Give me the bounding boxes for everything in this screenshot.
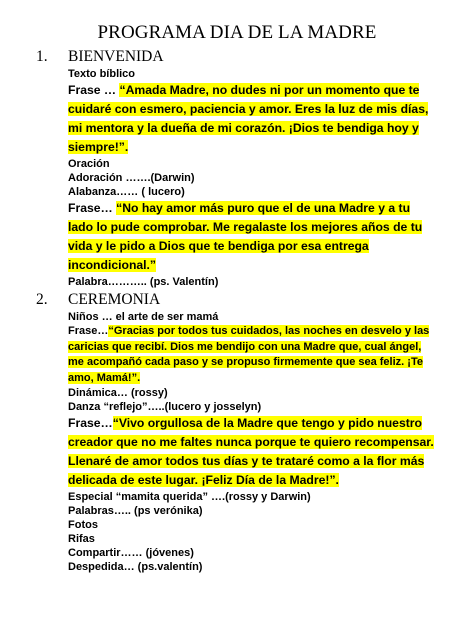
item-alabanza: Alabanza…… ( lucero): [68, 186, 185, 198]
item-adoracion: Adoración …….(Darwin): [68, 172, 195, 184]
item-compartir: Compartir…… (jóvenes): [68, 547, 194, 559]
frase-quote-highlighted: “Vivo orgullosa de la Madre que tengo y pido nuestro creador que no me faltes nunca porque te quiero recompensar. Llenaré de amor todos tus días y te trataré como a la flor más delicada de este lugar. ¡Feliz Día de la Madre!”.: [68, 416, 434, 487]
item-danza: Danza “reflejo”…..(lucero y josselyn): [68, 401, 262, 413]
item-palabras: Palabras….. (ps verónika): [68, 505, 203, 517]
frase-quote-highlighted: “Amada Madre, no dudes ni por un momento que te cuidaré con esmero, paciencia y amor. Eres la luz de mis días, mi mentora y la dueña de mi corazón. ¡Dios te bendiga hoy y siempre!”.: [68, 83, 429, 154]
frase-quote-highlighted: “No hay amor más puro que el de una Madre y a tu lado lo pude comprobar. Me regalaste los mejores años de tu vida y le pido a Dios que te bendiga por esa entrega incondicional.”: [68, 201, 423, 272]
section-number: 1.: [36, 48, 48, 65]
frase-label: Frase…: [68, 416, 113, 430]
frase-label: Frase…: [68, 201, 117, 215]
item-texto-biblico: Texto bíblico: [68, 68, 136, 80]
section-heading-bienvenida: [36, 48, 438, 66]
frase-paragraph: [68, 324, 438, 386]
item-especial: Especial “mamita querida” ….(rossy y Darwin): [68, 491, 311, 503]
item-ninos: Niños … el arte de ser mamá: [68, 311, 219, 323]
section-bienvenida-body: [68, 67, 438, 289]
item-rifas: Rifas: [68, 533, 95, 545]
item-oracion: Oración: [68, 158, 110, 170]
frase-paragraph: [68, 81, 438, 157]
section-number: 2.: [36, 291, 48, 308]
item-fotos: Fotos: [68, 519, 98, 531]
section-title: CEREMONIA: [68, 291, 161, 308]
page-title: PROGRAMA DIA DE LA MADRE: [97, 22, 377, 43]
frase-label: Frase …: [68, 83, 120, 97]
item-palabra: Palabra……….. (ps. Valentín): [68, 276, 219, 288]
item-despedida: Despedida… (ps.valentín): [68, 561, 203, 573]
section-title: BIENVENIDA: [68, 48, 164, 65]
frase-quote-highlighted: “Gracias por todos tus cuidados, las noches en desvelo y las caricias que recibí. Dios me bendijo con una Madre que, cual ángel, me acompañó cada paso y se propuso firmemente que sea feliz. ¡Te amo, Mamá!”.: [68, 325, 430, 384]
section-heading-ceremonia: [36, 291, 438, 309]
frase-label: Frase…: [68, 325, 109, 337]
frase-paragraph: [68, 199, 438, 275]
section-ceremonia-body: [68, 310, 438, 574]
frase-paragraph: [68, 414, 438, 490]
item-dinamica: Dinámica… (rossy): [68, 387, 168, 399]
